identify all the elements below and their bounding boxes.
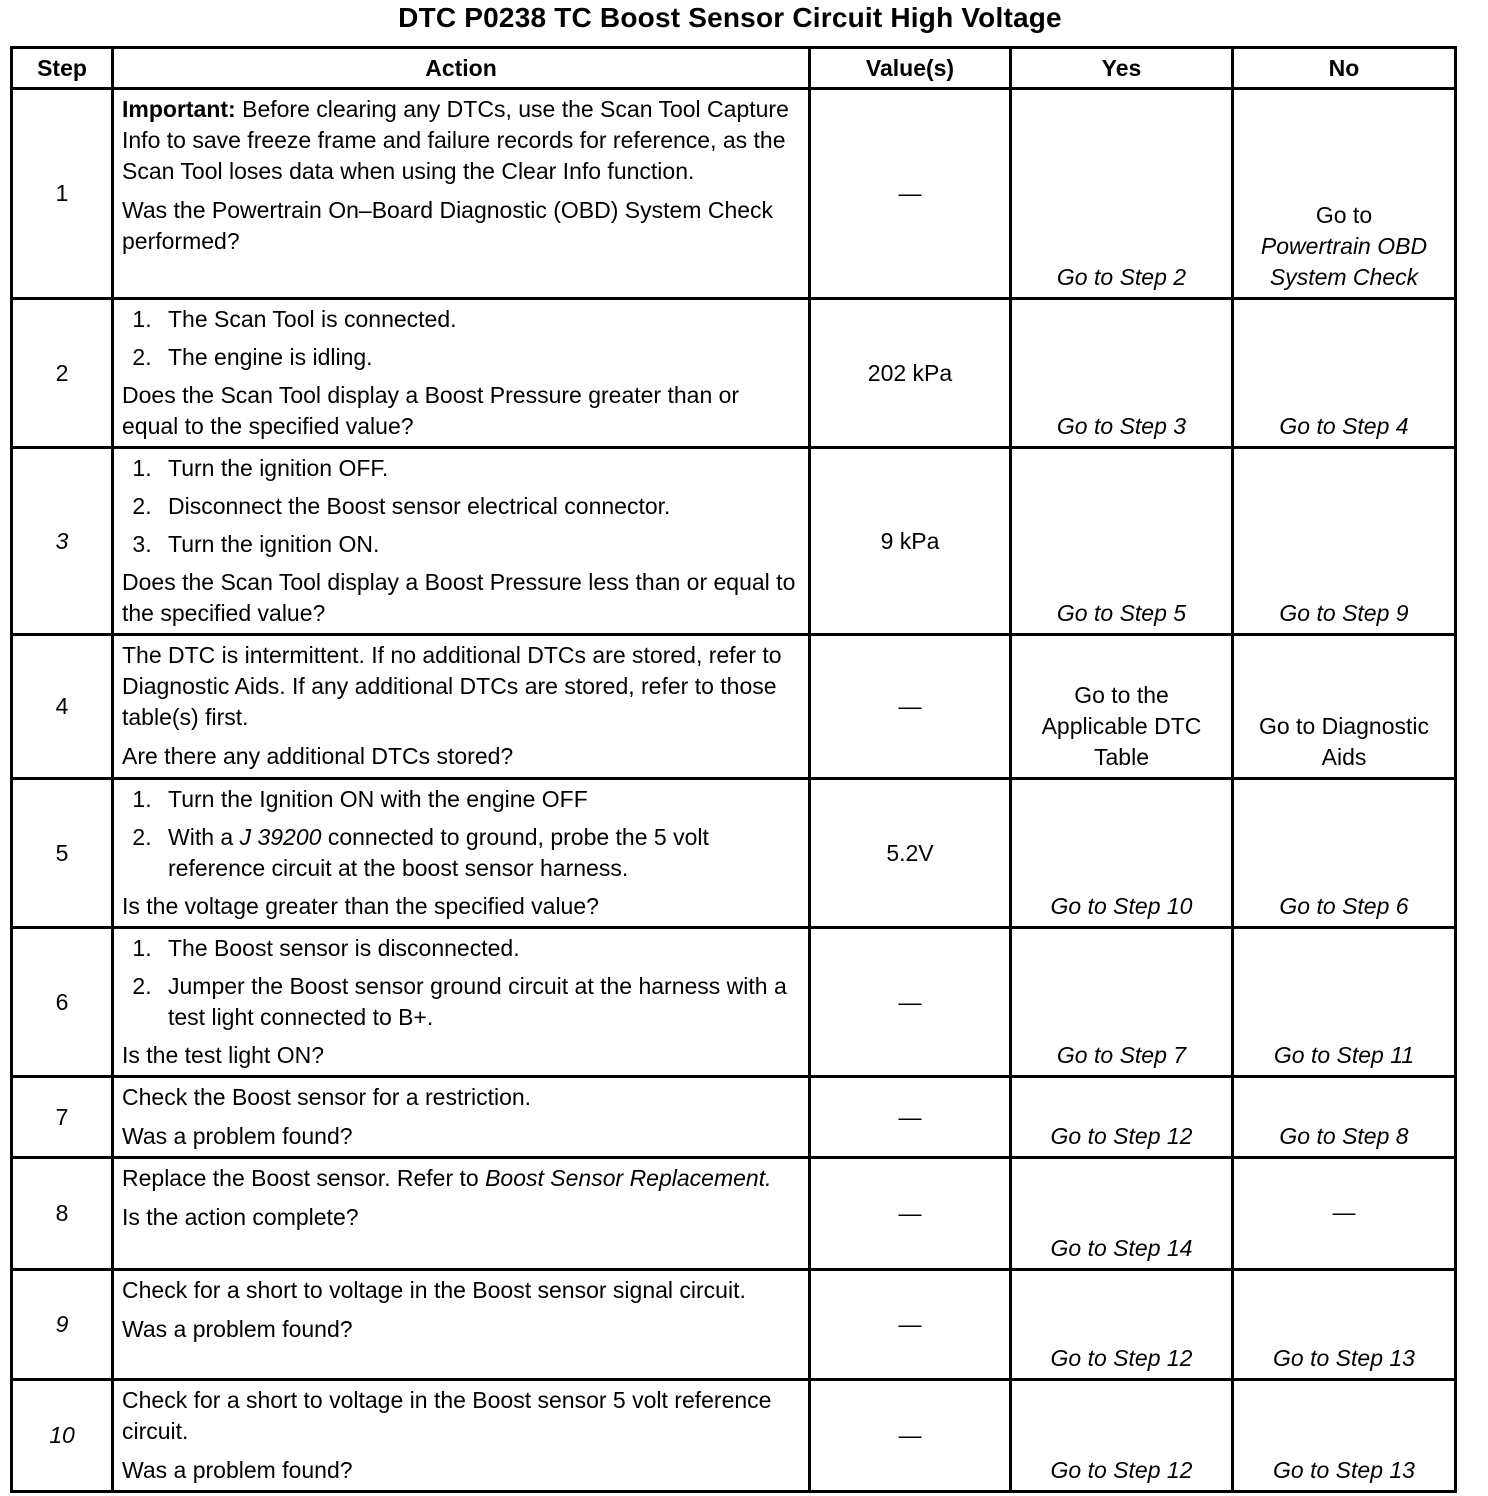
no-cell bbox=[1233, 1077, 1456, 1158]
table-row bbox=[12, 89, 1456, 299]
step-number: 9 bbox=[12, 1270, 113, 1380]
action-cell bbox=[113, 299, 810, 448]
yes-cell bbox=[1011, 448, 1233, 635]
action-cell bbox=[113, 1158, 810, 1270]
no-link[interactable]: Go to Diagnostic Aids bbox=[1258, 713, 1430, 770]
question: Was a problem found? bbox=[122, 1316, 353, 1342]
no-cell bbox=[1233, 448, 1456, 635]
action-cell bbox=[113, 779, 810, 928]
question: Does the Scan Tool display a Boost Pressure greater than or equal to the specified value? bbox=[122, 382, 740, 439]
table-row bbox=[12, 1077, 1456, 1158]
header-values: Value(s) bbox=[810, 48, 1011, 89]
table-row bbox=[12, 448, 1456, 635]
step-number: 2 bbox=[12, 299, 113, 448]
yes-cell bbox=[1011, 635, 1233, 779]
value-cell: 202 kPa bbox=[810, 299, 1011, 448]
header-yes: Yes bbox=[1011, 48, 1233, 89]
substep: 2. Jumper the Boost sensor ground circuit at the harness with a test light connected to B+. bbox=[158, 971, 800, 1033]
substep-list bbox=[122, 453, 800, 560]
yes-link[interactable]: Go to Step 2 bbox=[1056, 264, 1187, 290]
value-cell: — bbox=[810, 635, 1011, 779]
yes-link[interactable]: Go to Step 14 bbox=[1050, 1235, 1193, 1261]
substep: 1. The Scan Tool is connected. bbox=[158, 304, 800, 335]
step-number: 4 bbox=[12, 635, 113, 779]
tool-reference: J 39200 bbox=[239, 824, 322, 850]
action-text: The DTC is intermittent. If no additional DTCs are stored, refer to Diagnostic Aids. If any additional DTCs are stored, refer to those table(s) first. bbox=[122, 642, 782, 730]
header-step: Step bbox=[12, 48, 113, 89]
yes-cell bbox=[1011, 1270, 1233, 1380]
action-text: Check the Boost sensor for a restriction. bbox=[122, 1084, 532, 1110]
step-number: 8 bbox=[12, 1158, 113, 1270]
yes-cell bbox=[1011, 1077, 1233, 1158]
no-link[interactable]: Go to Step 6 bbox=[1279, 893, 1409, 919]
table-row bbox=[12, 779, 1456, 928]
substep-list bbox=[122, 933, 800, 1033]
table-row bbox=[12, 1158, 1456, 1270]
value-cell: — bbox=[810, 1158, 1011, 1270]
substep bbox=[158, 822, 800, 884]
action-text bbox=[122, 1163, 800, 1194]
value-cell: — bbox=[810, 1270, 1011, 1380]
no-cell bbox=[1233, 1380, 1456, 1492]
no-cell: — bbox=[1233, 1158, 1456, 1270]
action-cell bbox=[113, 1380, 810, 1492]
step-number: 1 bbox=[12, 89, 113, 299]
no-link[interactable]: Go to Step 13 bbox=[1273, 1345, 1415, 1371]
substep: 3. Turn the ignition ON. bbox=[158, 529, 800, 560]
step-number: 7 bbox=[12, 1077, 113, 1158]
substep-list bbox=[122, 784, 800, 884]
yes-cell bbox=[1011, 928, 1233, 1077]
yes-link[interactable]: Go to Step 5 bbox=[1056, 600, 1187, 626]
table-row bbox=[12, 1270, 1456, 1380]
no-link[interactable]: Powertrain OBD System Check bbox=[1260, 233, 1428, 290]
page-title: DTC P0238 TC Boost Sensor Circuit High Voltage bbox=[398, 2, 1062, 33]
yes-link[interactable]: Go to Step 12 bbox=[1050, 1345, 1193, 1371]
reference-link[interactable]: Boost Sensor Replacement. bbox=[485, 1165, 772, 1191]
no-link[interactable]: Go to Step 11 bbox=[1273, 1042, 1415, 1068]
yes-link[interactable]: Go to Step 12 bbox=[1050, 1457, 1193, 1483]
substep-list bbox=[122, 304, 800, 373]
value-cell: 5.2V bbox=[810, 779, 1011, 928]
step-number: 10 bbox=[12, 1380, 113, 1492]
table-header-row bbox=[12, 48, 1456, 89]
value-cell: — bbox=[810, 1077, 1011, 1158]
yes-cell bbox=[1011, 1380, 1233, 1492]
no-prefix: Go to bbox=[1315, 202, 1373, 228]
question: Was the Powertrain On–Board Diagnostic (OBD) System Check performed? bbox=[122, 197, 774, 254]
no-link[interactable]: Go to Step 13 bbox=[1273, 1457, 1415, 1483]
yes-cell bbox=[1011, 1158, 1233, 1270]
substep: 1. Turn the ignition OFF. bbox=[158, 453, 800, 484]
header-no: No bbox=[1233, 48, 1456, 89]
yes-link[interactable]: Go to Step 3 bbox=[1056, 413, 1187, 439]
important-label: Important: bbox=[122, 96, 236, 122]
action-text: Check for a short to voltage in the Boost sensor signal circuit. bbox=[122, 1277, 746, 1303]
substep: 2. Disconnect the Boost sensor electrical connector. bbox=[158, 491, 800, 522]
question: Was a problem found? bbox=[122, 1457, 353, 1483]
question: Is the action complete? bbox=[122, 1204, 359, 1230]
table-row bbox=[12, 1380, 1456, 1492]
no-cell bbox=[1233, 1270, 1456, 1380]
step-number: 3 bbox=[12, 448, 113, 635]
no-link[interactable]: Go to Step 4 bbox=[1279, 413, 1409, 439]
no-cell bbox=[1233, 779, 1456, 928]
table-row bbox=[12, 299, 1456, 448]
substep-text: With a bbox=[168, 824, 240, 850]
question: Are there any additional DTCs stored? bbox=[122, 743, 514, 769]
no-cell bbox=[1233, 299, 1456, 448]
yes-link[interactable]: Go to Step 12 bbox=[1050, 1123, 1193, 1149]
value-cell: — bbox=[810, 89, 1011, 299]
important-note bbox=[122, 94, 800, 187]
yes-link[interactable]: Go to the Applicable DTC Table bbox=[1041, 682, 1202, 770]
substep: 2. The engine is idling. bbox=[158, 342, 800, 373]
yes-cell bbox=[1011, 779, 1233, 928]
substep: 1. The Boost sensor is disconnected. bbox=[158, 933, 800, 964]
yes-cell bbox=[1011, 299, 1233, 448]
action-cell bbox=[113, 928, 810, 1077]
value-cell: — bbox=[810, 1380, 1011, 1492]
question: Was a problem found? bbox=[122, 1123, 353, 1149]
action-cell bbox=[113, 1270, 810, 1380]
yes-link[interactable]: Go to Step 10 bbox=[1050, 893, 1193, 919]
yes-cell bbox=[1011, 89, 1233, 299]
important-text: Before clearing any DTCs, use the Scan Tool Capture Info to save freeze frame and failure records for reference, as the Scan Tool loses data when using the Clear Info function. bbox=[122, 96, 789, 184]
no-cell bbox=[1233, 635, 1456, 779]
action-cell bbox=[113, 89, 810, 299]
value-cell: 9 kPa bbox=[810, 448, 1011, 635]
no-link[interactable]: Go to Step 8 bbox=[1279, 1123, 1409, 1149]
action-cell bbox=[113, 635, 810, 779]
diagnostic-table bbox=[10, 46, 1457, 1493]
substep: 1. Turn the Ignition ON with the engine OFF bbox=[158, 784, 800, 815]
header-action: Action bbox=[113, 48, 810, 89]
yes-link[interactable]: Go to Step 7 bbox=[1056, 1042, 1187, 1068]
question: Is the voltage greater than the specified value? bbox=[122, 893, 599, 919]
question: Is the test light ON? bbox=[122, 1042, 324, 1068]
step-number: 6 bbox=[12, 928, 113, 1077]
question: Does the Scan Tool display a Boost Pressure less than or equal to the specified value? bbox=[122, 569, 796, 626]
no-cell bbox=[1233, 89, 1456, 299]
no-link[interactable]: Go to Step 9 bbox=[1279, 600, 1409, 626]
value-cell: — bbox=[810, 928, 1011, 1077]
action-cell bbox=[113, 1077, 810, 1158]
action-cell bbox=[113, 448, 810, 635]
action-text-part: Replace the Boost sensor. Refer to bbox=[122, 1165, 486, 1191]
action-text: Check for a short to voltage in the Boost sensor 5 volt reference circuit. bbox=[122, 1387, 772, 1444]
substep-text: connected to ground, probe the 5 volt reference circuit at the boost sensor harness. bbox=[168, 824, 709, 881]
no-cell bbox=[1233, 928, 1456, 1077]
table-row bbox=[12, 635, 1456, 779]
step-number: 5 bbox=[12, 779, 113, 928]
table-row bbox=[12, 928, 1456, 1077]
